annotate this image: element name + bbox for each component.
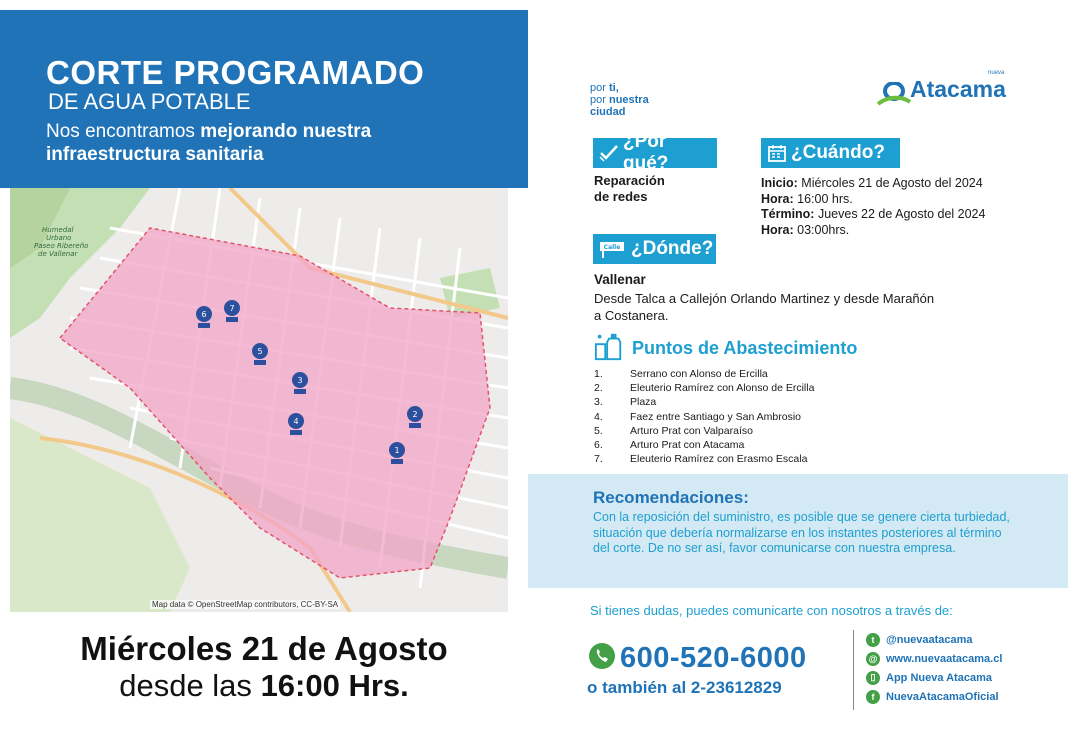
puntos-item-text: Faez entre Santiago y San Ambrosio xyxy=(630,410,802,423)
marker-label: 6 xyxy=(201,310,207,319)
contact-channel-label: NuevaAtacamaOficial xyxy=(886,690,999,703)
supply-point-marker[interactable] xyxy=(389,442,405,464)
app-icon: ▯ xyxy=(866,671,880,685)
date-banner xyxy=(0,630,528,704)
calendar-icon xyxy=(767,143,787,163)
affected-area-map[interactable] xyxy=(10,188,508,612)
marker-tap xyxy=(198,323,210,328)
contact-channels xyxy=(866,630,1002,706)
supply-point-marker[interactable] xyxy=(288,413,304,435)
phone-icon xyxy=(588,642,616,675)
puntos-item-text: Eleuterio Ramírez con Erasmo Escala xyxy=(630,453,808,466)
puntos-item xyxy=(594,410,814,424)
puntos-item-text: Plaza xyxy=(630,396,657,409)
intro-text: Nos encontramos mejorando nuestra infraestructura sanitaria xyxy=(46,121,372,165)
puntos-item-text: Eleuterio Ramírez con Alonso de Ercilla xyxy=(630,382,815,395)
puntos-item xyxy=(594,395,814,409)
marker-label: 4 xyxy=(293,417,299,426)
marker-tap xyxy=(294,389,306,394)
recomendaciones-title: Recomendaciones: xyxy=(593,488,749,507)
marker-label: 5 xyxy=(257,347,263,356)
puntos-item xyxy=(594,452,814,466)
contact-channel[interactable] xyxy=(866,668,1002,687)
supply-point-marker[interactable] xyxy=(407,406,423,428)
marker-tap xyxy=(391,459,403,464)
marker-tap xyxy=(226,317,238,322)
twitter-icon: t xyxy=(866,633,880,647)
supply-point-marker[interactable] xyxy=(224,300,240,322)
marker-label: 3 xyxy=(297,376,303,385)
wetland-label-line: Paseo Ribereño xyxy=(34,242,89,250)
street-sign-icon xyxy=(599,239,627,259)
wetland-label-line: Humedal xyxy=(42,226,74,234)
puntos-list xyxy=(594,367,814,466)
marker-tap xyxy=(409,423,421,428)
contact-channel-label: www.nuevaatacama.cl xyxy=(886,652,1003,665)
street-sign-text: Calle xyxy=(603,244,621,251)
puntos-item xyxy=(594,424,814,438)
puntos-heading: Puntos de Abastecimiento xyxy=(594,331,857,366)
divider xyxy=(853,630,854,710)
water-bottle-icon xyxy=(594,331,624,366)
logo-swirl-icon xyxy=(876,82,912,106)
puntos-item xyxy=(594,438,814,452)
puntos-item-number: 7. xyxy=(594,453,603,466)
donde-city: Vallenar xyxy=(594,272,646,287)
supply-point-marker[interactable] xyxy=(292,372,308,394)
map-attribution: Map data © OpenStreetMap contributors, CC-BY-SA xyxy=(152,600,339,609)
recomendaciones-text: Con la reposición del suministro, es posible que se genere cierta turbiedad, situación que debería normalizarse en los instantes posteriores al término del corte. De no ser así, favor comunicarse con nuestra empresa. xyxy=(593,510,1010,555)
marker-label: 2 xyxy=(412,410,418,419)
marker-label: 7 xyxy=(229,304,235,313)
contact-channel[interactable] xyxy=(866,687,1002,706)
map-canvas xyxy=(10,188,508,612)
wetland-label-line: de Vallenar xyxy=(38,250,78,258)
marker-tap xyxy=(254,360,266,365)
cuando-badge: ¿Cuándo? xyxy=(761,138,900,168)
logo-nueva: nueva xyxy=(988,70,1005,76)
donde-badge: Calle ¿Dónde? xyxy=(593,234,716,264)
porque-text: Reparación de redes xyxy=(594,173,665,204)
contact-channel-label: @nuevaatacama xyxy=(886,633,973,646)
logo-wordmark: Atacama xyxy=(910,76,1006,102)
nueva-atacama-logo xyxy=(876,70,1016,110)
marker-tap xyxy=(290,430,302,435)
puntos-item xyxy=(594,367,814,381)
puntos-item-text: Serrano con Alonso de Ercilla xyxy=(630,368,768,380)
header-banner xyxy=(0,10,528,188)
supply-point-marker[interactable] xyxy=(196,306,212,328)
map-green-area xyxy=(440,268,500,318)
contact-channel[interactable] xyxy=(866,630,1002,649)
check-icon xyxy=(599,143,619,163)
puntos-item-text: Arturo Prat con Valparaíso xyxy=(630,424,753,437)
puntos-item-number: 4. xyxy=(594,410,603,423)
puntos-item-number: 2. xyxy=(594,382,603,395)
puntos-item-number: 6. xyxy=(594,439,603,452)
puntos-item-text: Arturo Prat con Atacama xyxy=(630,439,745,452)
phone-number[interactable]: 600-520-6000 xyxy=(588,642,807,675)
web-icon: @ xyxy=(866,652,880,666)
porque-badge: ¿Por qué? xyxy=(593,138,717,168)
wetland-label-line: Urbano xyxy=(46,234,72,242)
puntos-item-number: 5. xyxy=(594,424,603,437)
date-line-1: Miércoles 21 de Agosto xyxy=(80,630,448,667)
date-line-2: desde las 16:00 Hrs. xyxy=(119,668,409,703)
puntos-item-number: 3. xyxy=(594,396,603,409)
brand-tagline: por ti, por nuestra ciudad xyxy=(590,82,649,118)
contact-channel-label: App Nueva Atacama xyxy=(886,671,992,684)
marker-label: 1 xyxy=(394,446,400,455)
page-subtitle: DE AGUA POTABLE xyxy=(48,89,251,114)
contact-channel[interactable] xyxy=(866,649,1002,668)
cuando-details: Inicio: Miércoles 21 de Agosto del 2024 Hora: 16:00 hrs. Término: Jueves 22 de Agosto del 2024 Hora: 03:00hrs. xyxy=(761,176,986,237)
contact-intro: Si tienes dudas, puedes comunicarte con nosotros a través de: xyxy=(590,603,953,618)
donde-description: Desde Talca a Callejón Orlando Martinez y desde Marañón a Costanera. xyxy=(594,291,935,323)
page-title: CORTE PROGRAMADO xyxy=(46,54,425,91)
supply-point-marker[interactable] xyxy=(252,343,268,365)
facebook-icon: f xyxy=(866,690,880,704)
phone-alt[interactable]: o también al 2-23612829 xyxy=(587,678,782,697)
recomendaciones-panel xyxy=(528,474,1068,588)
puntos-item-number: 1. xyxy=(594,368,603,380)
puntos-item xyxy=(594,381,814,395)
